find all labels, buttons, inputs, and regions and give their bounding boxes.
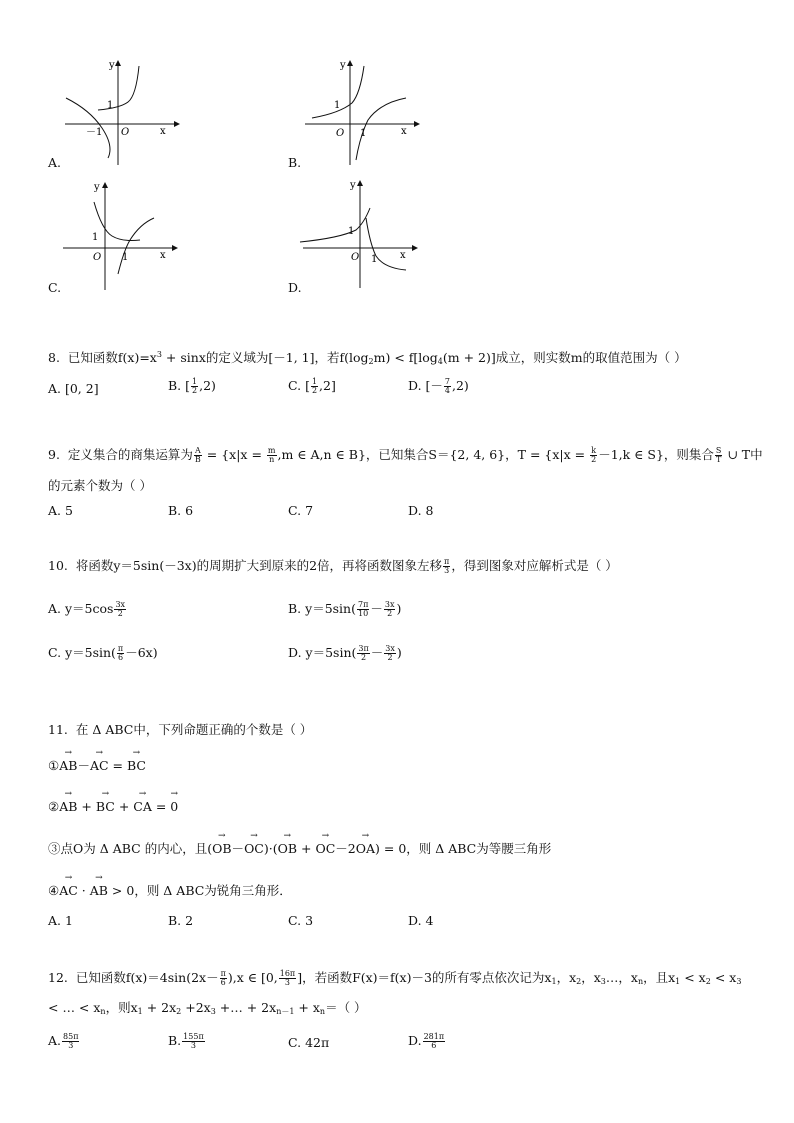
q12-option-d[interactable] [408, 1033, 446, 1050]
question-10-number: 10. [48, 558, 68, 573]
graph-c-one-x: 1 [122, 252, 129, 263]
frac-num: 7 [444, 377, 450, 386]
q10-c-post: －6x) [125, 645, 158, 660]
q11-item-1 [48, 758, 146, 774]
vector-ob: → OB [278, 841, 297, 857]
graph-d-origin: O [351, 252, 360, 263]
q10-frac-1 [443, 558, 450, 575]
q8-sub-2: 4 [437, 357, 443, 366]
q11-item-4-text: > 0，则 Δ ABC为锐角三角形． [107, 883, 292, 898]
q10-b-mid: － [370, 601, 383, 616]
q11-item-3-text-1: 点O为 Δ ABC 的内心，且( [60, 841, 213, 856]
subscript: n－1 [276, 1007, 295, 1016]
subscript: 1 [137, 1007, 143, 1016]
q10-b-frac-1 [357, 601, 369, 618]
graph-a-neg-one: －1 [86, 127, 103, 138]
q8-text-1: 已知函数f(x)=x [67, 350, 157, 365]
frac-den: 2 [591, 455, 597, 464]
frac-den: 6 [118, 653, 124, 662]
q9-line-2: 的元素个数为（ ） [48, 478, 152, 493]
frac-num: A [194, 446, 201, 455]
q10-b-pre: B. y＝5sin( [288, 601, 356, 616]
q8-option-d[interactable] [408, 378, 469, 395]
graph-b-one-x: 1 [360, 128, 367, 139]
q12-l2-text-3: + 2x [142, 1000, 177, 1015]
question-8-number: 8. [48, 350, 60, 365]
q12-text-6: …，x [605, 970, 638, 985]
q8-c-post: ,2] [319, 378, 336, 393]
vector-oc: → OC [315, 841, 335, 857]
q10-option-c[interactable] [48, 645, 158, 662]
subscript: 1 [551, 977, 557, 986]
q9-option-d[interactable]: D. 8 [408, 503, 434, 518]
q12-l2-text-4: +2x [181, 1000, 211, 1015]
subscript: 1 [675, 977, 681, 986]
frac-den: 2 [387, 609, 393, 618]
q11-item-3-mark: ③ [48, 841, 61, 856]
frac-den: 3 [68, 1041, 74, 1050]
frac-num: 7π [358, 600, 369, 609]
vector-bc: → BC [96, 799, 115, 815]
frac-num: k [591, 446, 597, 455]
q8-text-3: m) < f[log [373, 350, 438, 365]
subscript: 3 [736, 977, 742, 986]
operator: + [297, 841, 316, 856]
question-12-number: 12. [48, 970, 68, 985]
subscript: n [100, 1007, 106, 1016]
q10-c-pre: C. y＝5sin( [48, 645, 116, 660]
graph-d-figure [300, 178, 420, 290]
frac-num: 3x [385, 644, 395, 653]
frac-den: 6 [431, 1041, 437, 1050]
q10-option-d[interactable] [288, 645, 402, 662]
q8-b-post: ,2) [199, 378, 216, 393]
frac-den: 2 [361, 653, 367, 662]
graph-b-y-label: y [340, 60, 346, 71]
question-9-number: 9. [48, 447, 60, 462]
operator: + [77, 799, 96, 814]
frac-den: 3 [284, 978, 291, 987]
q8-option-a[interactable]: A. [0, 2] [48, 381, 99, 396]
operator: －2 [335, 841, 356, 856]
graph-d-x-label: x [400, 250, 406, 261]
q10-d-frac-1 [357, 645, 369, 662]
q12-l2-text-7: ＝（ ） [325, 1000, 367, 1015]
operator: · [77, 883, 90, 898]
q12-text-5: ，x [581, 970, 601, 985]
q9-frac-3 [590, 447, 597, 464]
frac-num: 281π [423, 1032, 445, 1041]
question-10-stem [48, 558, 618, 575]
q10-option-b[interactable] [288, 601, 401, 618]
q9-option-c[interactable]: C. 7 [288, 503, 314, 518]
graph-d-one-x: 1 [371, 254, 378, 265]
q11-item-2-mark: ② [48, 799, 60, 814]
q11-item-3-text-3: ) = 0，则 Δ ABC为等腰三角形 [375, 841, 552, 856]
q11-option-c[interactable]: C. 3 [288, 913, 314, 928]
frac-num: 1 [192, 377, 198, 386]
graph-c-one-y: 1 [92, 232, 99, 243]
q8-sup: 3 [156, 350, 162, 359]
q12-text-1: 已知函数f(x)＝4sin(2x－ [75, 970, 219, 985]
graph-d-one-y: 1 [348, 226, 355, 237]
graph-a-origin: O [121, 127, 130, 138]
subscript: n [637, 977, 644, 986]
graph-a-figure [60, 58, 180, 168]
question-9-stem [48, 447, 763, 464]
q8-d-frac [444, 378, 451, 395]
frac-den: 2 [192, 386, 198, 395]
q12-b-frac [182, 1033, 205, 1050]
q10-a-pre: A. y＝5cos [48, 601, 114, 616]
q12-a-frac [62, 1033, 79, 1050]
q12-text-4: ，x [556, 970, 577, 985]
q8-text-4: (m + 2)]成立，则实数m的取值范围为（ ） [442, 350, 687, 365]
vector-ac: → AC [59, 883, 78, 899]
vector-oa: → OA [356, 841, 375, 857]
graph-option-d [300, 178, 420, 290]
graph-a-one: 1 [107, 100, 114, 111]
q12-l2-text-1: < … < x [48, 1000, 101, 1015]
q12-l2-text-5: +… + 2x [215, 1000, 277, 1015]
graph-b-label[interactable]: B. [288, 155, 302, 170]
frac-den: B [194, 455, 201, 464]
q8-d-pre: D. [－ [408, 378, 443, 393]
q9-option-b[interactable]: B. 6 [168, 503, 194, 518]
vector-bc: → BC [127, 758, 146, 774]
q10-a-frac [114, 601, 126, 618]
q9-text-1: 定义集合的商集运算为 [67, 447, 193, 462]
q9-text-3: ,m ∈ A,n ∈ B}，已知集合S＝{2, 4, 6}，T = {x|x = [277, 447, 590, 462]
q12-d-frac [423, 1033, 446, 1050]
vector-ab: → AB [59, 799, 77, 815]
question-11-number: 11. [48, 722, 68, 737]
vector-ab: → AB [90, 883, 108, 899]
q12-l2-text-6: + x [294, 1000, 320, 1015]
q8-d-post: ,2) [452, 378, 469, 393]
q12-l2-text-2: ，则x [105, 1000, 138, 1015]
q11-item-2 [48, 799, 178, 815]
frac-num: 3x [115, 600, 126, 609]
q12-option-c[interactable]: C. 42π [288, 1035, 330, 1050]
q8-option-c[interactable] [288, 378, 336, 395]
subscript: 2 [576, 977, 582, 986]
graph-c-origin: O [93, 252, 102, 263]
q12-frac-2 [279, 970, 296, 987]
q8-b-pre: B. [ [168, 378, 191, 393]
q11-option-b[interactable]: B. 2 [168, 913, 194, 928]
q10-c-frac [117, 645, 124, 662]
question-11-stem [48, 722, 312, 738]
frac-den: 6 [220, 978, 226, 987]
graph-c-label[interactable]: C. [48, 280, 62, 295]
vector-ob: → OB [212, 841, 231, 857]
q10-d-mid: － [370, 645, 384, 660]
graph-option-c [60, 180, 180, 292]
frac-num: 3π [358, 644, 369, 653]
operator: － [77, 758, 90, 773]
q12-option-b[interactable] [168, 1033, 206, 1050]
question-8-stem [48, 347, 687, 370]
graph-b-one-y: 1 [334, 100, 341, 111]
graph-c-figure [60, 180, 180, 292]
q12-b-pre: B. [168, 1033, 182, 1048]
graph-b-x-label: x [401, 126, 407, 137]
operator: + [114, 799, 134, 814]
q10-option-a[interactable] [48, 601, 127, 618]
frac-num: m [267, 446, 276, 455]
subscript: 2 [705, 977, 711, 986]
frac-den: 10 [358, 609, 369, 618]
q11-option-d[interactable]: D. 4 [408, 913, 434, 928]
q10-d-post: ) [396, 645, 402, 660]
q12-frac-1 [220, 970, 227, 987]
q11-item-4 [48, 883, 292, 899]
graph-c-x-label: x [160, 250, 166, 261]
frac-num: 3x [384, 600, 395, 609]
subscript: 2 [176, 1007, 182, 1016]
frac-num: 1 [311, 377, 318, 386]
graph-d-y-label: y [350, 180, 356, 191]
graph-c-y-label: y [94, 182, 100, 193]
q12-line-2 [48, 1000, 367, 1020]
q10-d-frac-2 [384, 645, 396, 662]
vector-ac: → AC [90, 758, 109, 774]
q12-d-pre: D. [408, 1033, 422, 1048]
frac-den: 3 [444, 566, 450, 575]
subscript: n [319, 1007, 326, 1016]
vector-ca: → CA [133, 799, 152, 815]
operator: = [151, 799, 171, 814]
frac-den: n [269, 455, 275, 464]
q12-text-7: ，且x [643, 970, 676, 985]
q8-sub-1: 2 [368, 357, 374, 366]
frac-num: π [117, 644, 124, 653]
q9-frac-1 [194, 447, 202, 464]
frac-den: 2 [311, 386, 318, 395]
frac-den: 2 [387, 653, 393, 662]
q12-text-8: < x [680, 970, 706, 985]
vector-ab: → AB [59, 758, 77, 774]
q9-option-a[interactable]: A. 5 [48, 503, 73, 518]
frac-num: S [715, 446, 722, 455]
q11-stem-text: 在 Δ ABC中，下列命题正确的个数是（ ） [75, 722, 313, 737]
question-12-stem [48, 970, 741, 990]
q11-item-4-mark: ④ [48, 883, 60, 898]
q10-d-pre: D. y＝5sin( [288, 645, 357, 660]
graph-b-origin: O [336, 128, 345, 139]
zero-vector: → 0 [170, 799, 178, 815]
q8-b-frac [191, 378, 198, 395]
q9-frac-4 [715, 447, 722, 464]
q11-item-3-text-2: )·( [263, 841, 278, 856]
graph-b-figure [300, 58, 420, 168]
subscript: 3 [210, 1007, 216, 1016]
q12-option-a[interactable] [48, 1033, 80, 1050]
q10-b-frac-2 [384, 601, 396, 618]
frac-den: 2 [117, 609, 123, 618]
q11-option-a[interactable]: A. 1 [48, 913, 73, 928]
graph-option-b [300, 58, 420, 168]
frac-num: π [220, 969, 226, 978]
frac-num: 16π [279, 969, 296, 978]
q12-text-9: < x [710, 970, 737, 985]
operator: － [231, 841, 245, 856]
q11-item-3 [48, 841, 551, 857]
q12-text-3: ]，若函数F(x)＝f(x)－3的所有零点依次记为x [297, 970, 552, 985]
q9-text-2: = {x|x = [202, 447, 266, 462]
q10-b-post: ) [396, 601, 402, 616]
graph-a-label[interactable]: A. [48, 155, 62, 170]
q11-item-1-mark: ① [48, 758, 60, 773]
q8-c-frac [311, 378, 318, 395]
subscript: 3 [600, 977, 606, 986]
frac-den: 3 [190, 1041, 196, 1050]
operator: = [108, 758, 127, 773]
q8-c-pre: C. [ [288, 378, 310, 393]
vector-oc: → OC [244, 841, 264, 857]
frac-num: 155π [183, 1032, 204, 1041]
q9-frac-2 [267, 447, 277, 464]
q9-text-4: －1,k ∈ S}，则集合 [598, 447, 714, 462]
q10-text-2: ，得到图象对应解析式是（ ） [451, 558, 618, 573]
graph-option-a [60, 58, 180, 168]
frac-den: T [715, 455, 722, 464]
q9-text-5: ∪ T中 [723, 447, 763, 462]
graph-a-x-label: x [160, 126, 166, 137]
q12-a-pre: A. [48, 1033, 62, 1048]
q8-option-b[interactable] [168, 378, 216, 395]
q12-text-2: ),x ∈ [0, [227, 970, 278, 985]
graph-d-label[interactable]: D. [288, 280, 302, 295]
graph-a-y-label: y [109, 60, 115, 71]
q10-text-1: 将函数y＝5sin(－3x)的周期扩大到原来的2倍，再将函数图象左移 [75, 558, 443, 573]
frac-num: π [444, 557, 450, 566]
frac-num: 85π [63, 1032, 79, 1041]
q8-text-2: + sinx的定义域为[－1, 1]，若f(log [161, 350, 369, 365]
frac-den: 4 [444, 386, 450, 395]
